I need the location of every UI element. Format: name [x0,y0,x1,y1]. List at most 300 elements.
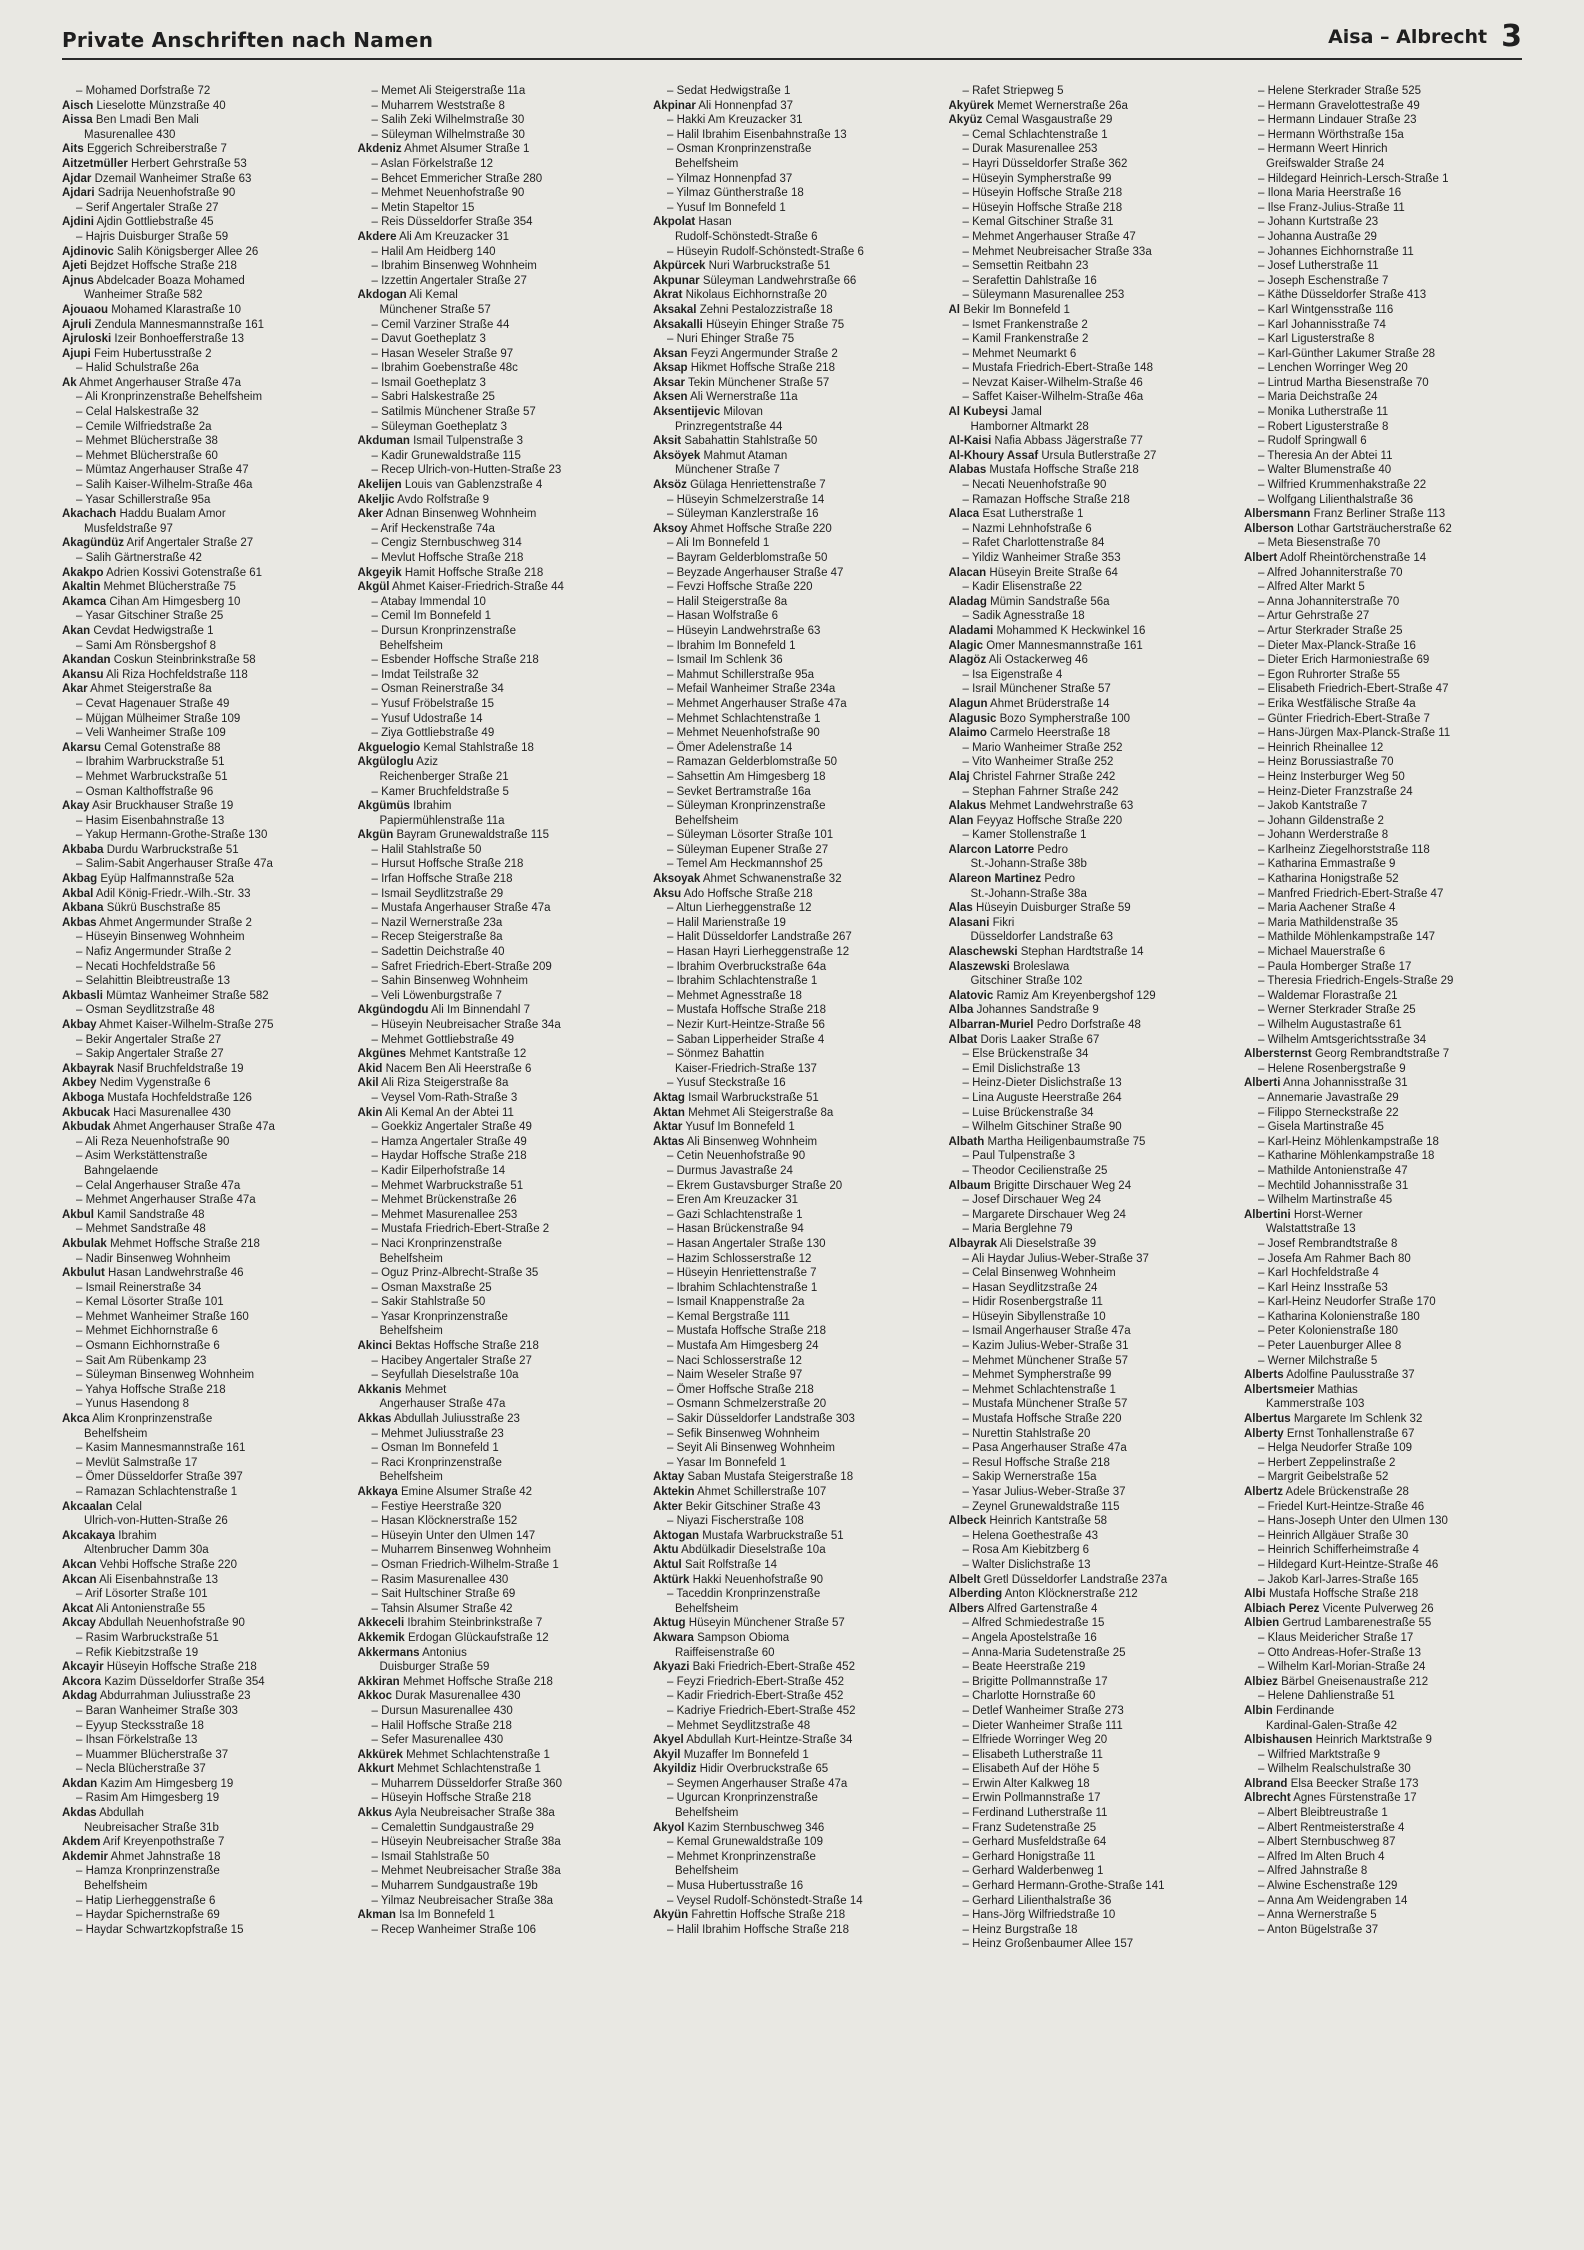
page-number: 3 [1501,19,1522,54]
directory-entry: – Osman Reinerstraße 34 [371,683,504,696]
directory-entry: – Beyzade Angerhauser Straße 47 [667,566,844,579]
entry-text: Heinz Burgstraße 18 [972,1923,1078,1936]
entry-text: Ali Im Bonnefeld 1 [675,537,770,550]
entry-text: Mehmet Schlachtenstraße 1 [972,1383,1116,1396]
directory-entry: – Osman Seydlitzstraße 48 [76,1004,215,1017]
directory-entry [653,1470,931,1485]
directory-entry: – Charlotte Hornstraße 60 [962,1690,1096,1703]
surname: Akan [62,624,91,637]
directory-entry [62,1208,340,1223]
directory-entry [653,434,931,449]
entry-text: Anna Johanniterstraße 70 [1266,595,1400,608]
surname: Albiach Perez [1244,1602,1320,1615]
directory-entry: – Artur Gehrstraße 27 [1258,610,1370,623]
surname: Albert [1244,552,1278,564]
entry-text: Detlef Wanheimer Straße 273 [972,1704,1124,1717]
directory-entry [949,712,1227,727]
entry-text: Lina Auguste Heerstraße 264 [972,1091,1122,1104]
surname: Akcat [62,1602,94,1615]
surname: Akdas [62,1807,97,1820]
directory-entry: – Mehmet Neuenhofstraße 90 [667,727,820,740]
directory-entry [62,566,340,581]
entry-text: Elisabeth Lutherstraße 11 [972,1748,1103,1761]
entry-text: Kaiser-Friedrich-Straße 137 [675,1062,817,1075]
entry-text: Nuri Ehinger Straße 75 [676,333,795,346]
entry-text: St.-Johann-Straße 38b [970,858,1087,871]
directory-entry: – Necati Neuenhofstraße 90 [962,479,1107,492]
directory-entry: – Peter Lauenburger Allee 8 [1258,1340,1402,1353]
entry-text: Celal Binsenweg Wohnheim [972,1267,1116,1280]
directory-entry [62,157,340,172]
entry-text: Bejdzet Hoffsche Straße 218 [90,260,237,273]
directory-entry [949,901,1227,916]
entry-text: Necati Neuenhofstraße 90 [972,479,1107,492]
surname: Ajdari [62,187,95,200]
entry-text: Alfred Gartenstraße 4 [986,1602,1098,1615]
directory-entry: – Käthe Düsseldorfer Straße 413 [1258,289,1427,302]
directory-entry: – Mehmet Agnesstraße 18 [667,989,802,1002]
entry-text: Wilhelm Amtsgerichtsstraße 34 [1267,1033,1427,1046]
directory-entry: – Dursun Masurenallee 430 [371,1704,513,1717]
directory-entry: – Cemalettin Sundgaustraße 29 [371,1821,534,1834]
entry-text: Kadir Elisenstraße 22 [972,581,1083,594]
directory-entry: – Salih Gärtnerstraße 42 [76,552,202,564]
directory-entry: – Süleyman Kronprinzenstraße [667,800,826,813]
directory-entry: – Mario Wanheimer Straße 252 [962,741,1123,754]
directory-entry: – Sönmez Bahattin [667,1048,765,1061]
surname: Akter [653,1500,683,1513]
directory-entry [653,259,931,274]
surname: Ajupi [62,347,91,360]
entry-text: Bekir Im Bonnefeld 1 [963,303,1070,316]
entry-text: Mustafa Hoffsche Straße 218 [1268,1588,1419,1601]
entry-text: Rasim Warbruckstraße 51 [85,1631,219,1644]
entry-text: Artur Sterkrader Straße 25 [1266,624,1403,637]
directory-entry [949,960,1227,975]
directory-entry: – Heinz-Dieter Franzstraße 24 [1258,785,1413,798]
directory-entry: – Friedel Kurt-Heintze-Straße 46 [1258,1500,1425,1513]
entry-text: Ali Wernerstraße 11a [690,391,798,404]
directory-entry [653,1646,931,1661]
surname: Akcakaya [62,1529,116,1542]
entry-text: Baki Friedrich-Ebert-Straße 452 [692,1661,855,1674]
entry-text: Fahrettin Hoffsche Straße 218 [691,1909,846,1922]
directory-entry [653,1106,931,1121]
entry-text: Hans-Jürgen Max-Planck-Straße 11 [1267,727,1451,740]
directory-entry: – Hasan Hayri Lierheggenstraße 12 [667,946,850,959]
entry-text: Anton Bügelstraße 37 [1266,1923,1379,1936]
directory-entry [1244,1675,1522,1690]
surname: Alagun [948,697,988,710]
entry-text: Alim Kronprinzenstraße [92,1413,213,1426]
entry-text: Naim Weseler Straße 97 [676,1369,803,1382]
directory-entry: – Mehmet Sandstraße 48 [76,1223,206,1236]
directory-entry: – Naci Kronprinzenstraße [371,1237,502,1250]
directory-entry [653,1660,931,1675]
directory-entry: – Kadir Friedrich-Ebert-Straße 452 [667,1690,844,1703]
directory-entry: – Wilhelm Gitschiner Straße 90 [962,1121,1122,1134]
entry-text: Brigitte Pollmannstraße 17 [972,1675,1108,1688]
entry-text: Elfriede Worringer Weg 20 [972,1734,1108,1747]
entry-text: Cevat Hagenauer Straße 49 [85,697,230,710]
surname: Albath [948,1135,985,1148]
directory-entry [949,974,1227,989]
entry-text: Karl Ligusterstraße 8 [1267,333,1375,346]
entry-text: Fikri [992,916,1015,929]
directory-entry: – Serafettin Dahlstraße 16 [962,274,1097,287]
directory-entry: – Erwin Pollmannstraße 17 [962,1792,1101,1805]
entry-text: Behelfsheim [379,639,443,652]
directory-entry: – Katharina Emmastraße 9 [1258,858,1396,871]
entry-text: Martha Heiligenbaumstraße 75 [987,1135,1146,1148]
entry-text: Hamborner Altmarkt 28 [970,420,1089,433]
entry-text: Mustafa Hoffsche Straße 218 [676,1004,826,1017]
directory-entry [358,478,636,493]
directory-entry: – Ismail Seydlitzstraße 29 [371,887,504,900]
entry-text: Süleyman Landwehrstraße 66 [702,274,857,287]
directory-entry: – Hüseyin Henriettenstraße 7 [667,1267,817,1280]
directory-entry: – Yusuf Fröbelstraße 15 [371,697,495,710]
entry-text: Johann Gildenstraße 2 [1267,814,1384,827]
entry-text: Mümin Sandstraße 56a [990,595,1110,608]
directory-entry: – Tahsin Alsumer Straße 42 [371,1602,513,1615]
surname: Aktekin [653,1486,695,1498]
directory-entry: – Rafet Charlottenstraße 84 [962,537,1105,550]
entry-text: Eren Am Kreuzacker 31 [676,1194,799,1207]
entry-text: Gitschiner Straße 102 [970,975,1083,988]
directory-entry [358,230,636,245]
directory-entry: – Sabri Halskestraße 25 [371,391,495,404]
directory-entry: – Behcet Emmericher Straße 280 [371,172,543,185]
surname: Akyürek [948,99,994,112]
entry-text: Osman Seydlitzstraße 48 [85,1004,215,1017]
directory-entry: – Sait Hultschiner Straße 69 [371,1588,516,1601]
entry-text: Asim Werkstättenstraße [84,1150,208,1163]
surname: Aksöz [653,479,687,492]
entry-text: Halit Düsseldorfer Landstraße 267 [676,931,852,944]
directory-entry: – Nadir Binsenweg Wohnheim [76,1252,231,1265]
directory-entry: – Wilhelm Realschulstraße 30 [1258,1763,1411,1776]
directory-entry [62,872,340,887]
surname: Albertini [1244,1208,1291,1221]
entry-text: Ismail Knappenstraße 2a [676,1296,805,1309]
directory-entry [949,887,1227,902]
directory-entry: – Alwine Eschenstraße 129 [1258,1880,1398,1893]
entry-text: Hajris Duisburger Straße 59 [85,230,229,243]
directory-entry: – Muammer Blücherstraße 37 [76,1748,229,1761]
directory-entry: – Yilmaz Honnenpfad 37 [667,172,793,185]
directory-entry [62,1879,340,1894]
directory-entry: – Sakip Angertaler Straße 27 [76,1048,224,1061]
entry-text: Mehmet Neumarkt 6 [972,347,1077,360]
directory-entry: – Helene Rosenbergstraße 9 [1258,1062,1406,1075]
directory-entry: – Temel Am Heckmannshof 25 [667,858,823,871]
entry-text: Josef Dirschauer Weg 24 [972,1194,1101,1207]
surname: Aksap [653,362,688,375]
surname: Aktay [653,1471,685,1484]
entry-text: Heinrich Allgäuer Straße 30 [1267,1529,1409,1542]
directory-entry: – Niyazi Fischerstraße 108 [667,1515,804,1528]
directory-entry: – Mechtild Johannisstraße 31 [1258,1179,1409,1192]
directory-entry: – Hasim Eisenbahnstraße 13 [76,814,225,827]
directory-entry [949,857,1227,872]
directory-entry: – Rasim Warbruckstraße 51 [76,1631,219,1644]
entry-text: Anna Johannisstraße 31 [1282,1077,1408,1090]
surname: Alaj [948,770,970,783]
directory-entry: – Veli Wanheimer Straße 109 [76,727,226,740]
entry-text: Lenchen Worringer Weg 20 [1267,362,1408,375]
entry-text: Yahya Hoffsche Straße 218 [85,1383,226,1396]
entry-text: Mehmet Münchener Straße 57 [972,1354,1129,1367]
entry-text: Salim-Sabit Angerhauser Straße 47a [85,858,273,871]
surname: Albrecht [1244,1792,1291,1805]
directory-entry [653,1500,931,1515]
directory-entry: – Halit Düsseldorfer Landstraße 267 [667,931,852,944]
directory-entry: – Hüseyin Neubreisacher Straße 34a [371,1019,561,1031]
directory-entry: – Mevlüt Salmstraße 17 [76,1456,198,1469]
directory-entry [62,916,340,931]
surname: Alberty [1244,1427,1284,1440]
entry-text: Yilmaz Honnenpfad 37 [676,172,793,185]
surname: Aker [357,508,384,521]
entry-text: Nurettin Stahlstraße 20 [972,1427,1091,1440]
directory-entry [62,887,340,902]
entry-text: Brigitte Dirschauer Weg 24 [993,1179,1132,1192]
entry-text: Süleyman Binsenweg Wohnheim [85,1369,255,1382]
directory-entry [62,1602,340,1617]
directory-entry [62,1543,340,1558]
entry-text: Adrien Kossivi Gotenstraße 61 [106,566,263,579]
directory-entry: – Heinrich Allgäuer Straße 30 [1258,1529,1409,1542]
directory-entry [358,1806,636,1821]
directory-entry: – Hasan Klöcknerstraße 152 [371,1515,518,1528]
entry-text: Ilona Maria Heerstraße 16 [1267,187,1402,200]
directory-entry [1244,1616,1522,1631]
entry-text: Sahin Binsenweg Wohnheim [381,975,528,988]
directory-entry [62,274,340,289]
directory-entry: – Süleyman Lösorter Straße 101 [667,829,834,842]
entry-text: Gerhard Hermann-Grothe-Straße 141 [972,1880,1165,1893]
directory-entry: – Ismail Goetheplatz 3 [371,376,486,389]
entry-text: Mefail Wanheimer Straße 234a [676,683,836,696]
directory-entry: – Mathilde Antonienstraße 47 [1258,1164,1408,1177]
surname: Akbal [62,887,94,900]
directory-entry: – Ilona Maria Heerstraße 16 [1258,187,1402,200]
directory-entry [62,303,340,318]
surname: Albersmann [1244,508,1311,521]
directory-entry [62,595,340,610]
entry-text: Mathilde Antonienstraße 47 [1267,1164,1408,1177]
directory-entry [653,405,931,420]
entry-text: Artur Gehrstraße 27 [1266,610,1370,623]
entry-text: Mehmet Angerhauser Straße 47a [676,697,847,710]
surname: Aksan [653,347,688,360]
directory-entry: – Osman Im Bonnefeld 1 [371,1442,499,1455]
directory-entry: – Yusuf Im Bonnefeld 1 [667,201,786,214]
directory-entry [358,1748,636,1763]
directory-entry [62,1777,340,1792]
entry-text: Wilfried Krummenhakstraße 22 [1267,479,1427,492]
directory-entry [62,1164,340,1179]
directory-entry [1244,157,1522,172]
entry-text: Alfred Im Alten Bruch 4 [1266,1850,1385,1863]
directory-entry [1244,1222,1522,1237]
entry-text: Kazim Julius-Weber-Straße 31 [972,1340,1129,1353]
entry-text: Mehmet Hoffsche Straße 218 [402,1675,553,1688]
entry-text: Yasar Schillerstraße 95a [85,493,211,506]
entry-text: Hakki Am Kreuzacker 31 [676,114,803,127]
entry-text: Bahngelaende [84,1164,159,1177]
entry-text: Kardinal-Galen-Straße 42 [1266,1719,1398,1732]
entry-text: Hüseyin Neubreisacher Straße 38a [381,1836,561,1849]
directory-entry [949,1018,1227,1033]
entry-text: Isa Eigenstraße 4 [972,668,1063,681]
entry-text: Wanheimer Straße 582 [84,289,203,302]
directory-entry: – Werner Sterkrader Straße 25 [1258,1004,1416,1017]
entry-text: Osmann Eichhornstraße 6 [85,1340,220,1353]
directory-entry: – Mehmet Wanheimer Straße 160 [76,1310,249,1323]
directory-entry: – Halid Schulstraße 26a [76,362,199,375]
entry-text: Sevket Bertramstraße 16a [676,785,811,798]
entry-text: Nazil Wernerstraße 23a [381,916,503,929]
directory-entry: – Anna Wernerstraße 5 [1258,1909,1377,1922]
entry-text: Louis van Gablenzstraße 4 [404,479,543,492]
entry-text: Karl Hochfeldstraße 4 [1267,1267,1379,1280]
directory-entry [949,99,1227,114]
directory-entry: – Festiye Heerstraße 320 [371,1500,502,1513]
directory-entry [358,1062,636,1077]
entry-text: Ibrahim Steinbrinkstraße 7 [407,1617,543,1630]
directory-entry: – Detlef Wanheimer Straße 273 [962,1704,1124,1717]
surname: Akgül [357,581,390,594]
surname: Alaszewski [948,960,1010,973]
directory-entry: – Heinrich Rheinallee 12 [1258,741,1384,754]
directory-entry: – Yasar Im Bonnefeld 1 [667,1456,787,1469]
entry-text: Mohamed Klarastraße 10 [111,303,241,316]
directory-entry: – Muharrem Sundgaustraße 19b [371,1880,538,1893]
entry-text: Halil Steigerstraße 8a [676,595,788,608]
surname: Akrat [653,289,683,302]
directory-entry: – Alfred Alter Markt 5 [1258,581,1365,594]
entry-text: Niyazi Fischerstraße 108 [676,1515,804,1528]
directory-entry [62,1573,340,1588]
directory-entry: – Ramazan Hoffsche Straße 218 [962,493,1130,506]
directory-entry: – Alfred Schmiedestraße 15 [962,1617,1105,1630]
directory-entry: – Hasan Weseler Straße 97 [371,347,514,360]
directory-entry: – Hüseyin Neubreisacher Straße 38a [371,1836,561,1849]
directory-entry [653,376,931,391]
entry-text: Ado Hoffsche Straße 218 [683,887,813,900]
directory-entry: – Mehmet Angerhauser Straße 47 [962,230,1136,243]
directory-entry: – Nafiz Angermunder Straße 2 [76,946,232,959]
directory-entry: – Veysel Vom-Rath-Straße 3 [371,1091,518,1104]
entry-text: Behelfsheim [379,1252,443,1265]
entry-text: Haci Masurenallee 430 [113,1106,231,1119]
directory-entry [358,1324,636,1339]
entry-text: Veysel Vom-Rath-Straße 3 [381,1091,518,1104]
entry-text: Gerhard Walderbenweg 1 [972,1865,1104,1878]
directory-entry: – Hamza Angertaler Straße 49 [371,1135,527,1148]
directory-entry [358,1106,636,1121]
entry-text: Elisabeth Auf der Höhe 5 [972,1763,1100,1776]
directory-entry [653,814,931,829]
column-2 [358,84,636,2234]
directory-entry: – Erika Westfälische Straße 4a [1258,697,1416,710]
entry-text: Heinz Borussiastraße 70 [1267,756,1394,769]
entry-text: Kemal Stahlstraße 18 [423,741,534,754]
entry-text: Gülaga Henriettenstraße 7 [690,479,826,492]
entry-text: Egon Ruhrorter Straße 55 [1267,668,1400,681]
entry-text: Ramazan Hoffsche Straße 218 [972,493,1130,506]
directory-entry [62,507,340,522]
entry-text: Yasar Julius-Weber-Straße 37 [971,1486,1126,1498]
directory-entry [949,1033,1227,1048]
entry-text: Franz Sudetenstraße 25 [972,1821,1097,1834]
surname: Aktas [653,1135,685,1148]
entry-text: Helene Sterkrader Straße 525 [1267,85,1422,97]
surname: Akbucak [62,1106,110,1119]
directory-entry: – Resul Hoffsche Straße 218 [962,1456,1110,1469]
entry-text: Margarete Dirschauer Weg 24 [972,1208,1126,1221]
directory-entry: – Sedat Hedwigstraße 1 [667,85,791,97]
entry-text: Mümtaz Wanheimer Straße 582 [106,989,269,1002]
directory-entry: – Maria Mathildenstraße 35 [1258,916,1398,929]
directory-entry: – Sefer Masurenallee 430 [371,1734,504,1747]
entry-text: Feyyaz Hoffsche Straße 220 [976,814,1123,827]
directory-entry [358,303,636,318]
directory-entry: – Kasim Mannesmannstraße 161 [76,1442,246,1455]
entry-text: Mehmet Neuenhofstraße 90 [381,187,525,200]
entry-text: Ali Haydar Julius-Weber-Straße 37 [971,1252,1149,1265]
surname: Aktug [653,1617,686,1630]
directory-entry: – Ibrahim Goebenstraße 48c [371,362,518,375]
entry-text: Hasan Seydlitzstraße 24 [972,1281,1098,1294]
entry-text: Ajdin Gottliebstraße 45 [96,216,214,229]
directory-entry: – Salih Kaiser-Wilhelm-Straße 46a [76,479,253,492]
directory-entry [62,376,340,391]
directory-entry: – Cemal Schlachtenstraße 1 [962,128,1108,141]
entry-text: Mehmet Gottliebstraße 49 [381,1033,515,1046]
directory-entry: – Yasar Julius-Weber-Straße 37 [962,1486,1126,1498]
directory-entry [653,288,931,303]
entry-text: Salih Königsberger Allee 26 [116,245,259,258]
entry-text: Ibrahim Goebenstraße 48c [381,362,518,375]
directory-entry: – Nazil Wernerstraße 23a [371,916,503,929]
entry-text: Naci Kronprinzenstraße [381,1237,502,1250]
entry-text: Mehmet Seydlitzstraße 48 [676,1719,811,1732]
directory-entry [358,580,636,595]
directory-entry [653,1120,931,1135]
directory-entry: – Ibrahim Binsenweg Wohnheim [371,260,537,273]
entry-text: Behelfsheim [379,1471,443,1484]
surname: Alasani [948,916,990,929]
surname: Akansu [62,668,104,681]
entry-text: Resul Hoffsche Straße 218 [972,1456,1110,1469]
entry-text: Mechtild Johannisstraße 31 [1267,1179,1409,1192]
directory-entry: – Albert Sternbuschweg 87 [1258,1836,1396,1849]
directory-entry: – Raci Kronprinzenstraße [371,1456,502,1469]
directory-entry: – Anna Johanniterstraße 70 [1258,595,1400,608]
entry-text: Katharine Möhlenkampstraße 18 [1267,1150,1435,1163]
entry-text: Ali Riza Hochfeldstraße 118 [106,668,248,681]
surname: Alaschewski [948,946,1018,959]
entry-text: Eyüp Halfmannstraße 52a [100,873,234,886]
entry-text: Rasim Am Himgesberg 19 [85,1792,220,1805]
directory-entry: – Wilhelm Amtsgerichtsstraße 34 [1258,1033,1427,1046]
directory-entry: – Dieter Wanheimer Straße 111 [962,1719,1123,1732]
directory-entry: – Meta Biesenstraße 70 [1258,537,1381,550]
directory-entry: – Eyyup Stecksstraße 18 [76,1719,204,1732]
